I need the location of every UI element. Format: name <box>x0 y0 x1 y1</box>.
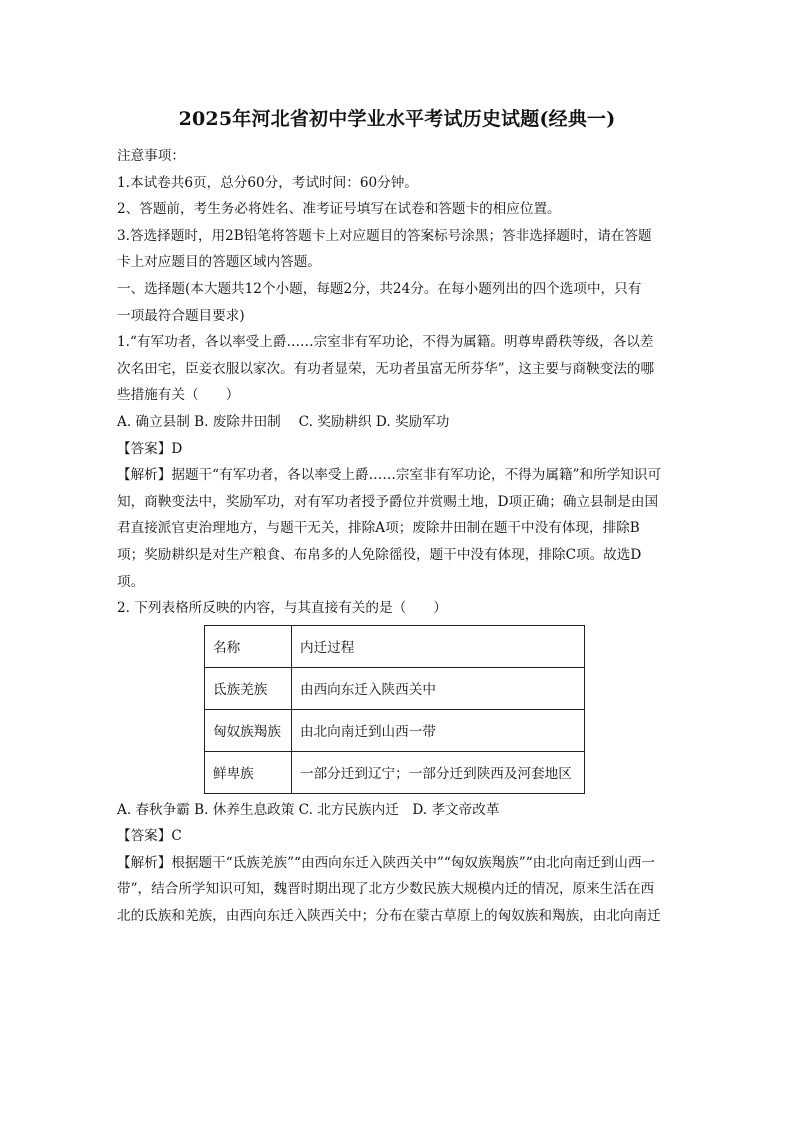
page-title: 2025年河北省初中学业水平考试历史试题(经典一) <box>178 108 616 130</box>
notice-item: 1.本试卷共6页，总分60分，考试时间：60分钟。 <box>117 174 418 191</box>
table-header-row <box>205 625 585 667</box>
table-row <box>205 709 585 751</box>
table-cell: 一部分迁到辽宁；一部分迁到陕西及河套地区 <box>292 751 585 793</box>
question-stem: 1.“有军功者，各以率受上爵……宗室非有军功论，不得为属籍。明尊卑爵秩等级，各以差 <box>117 334 654 351</box>
question-stem: 2. 下列表格所反映的内容，与其直接有关的是（ ） <box>117 600 447 617</box>
notice-heading: 注意事项： <box>117 148 185 164</box>
answer-label: 【答案】D <box>117 440 183 457</box>
answer-label: 【答案】C <box>117 828 182 845</box>
notice-item: 3.答选择题时，用2B铅笔将答题卡上对应题目的答案标号涂黑；答非选择题时，请在答题 <box>117 227 652 244</box>
table-header-cell: 内迁过程 <box>292 625 585 667</box>
analysis-text: 【解析】据题干“有军功者，各以率受上爵……宗室非有军功论，不得为属籍”和所学知识可 <box>117 467 662 484</box>
question-options: A. 春秋争霸 B. 休养生息政策 C. 北方民族内迁 D. 孝文帝改革 <box>117 801 500 818</box>
table-row <box>205 667 585 709</box>
analysis-text: 项；奖励耕织是对生产粮食、布帛多的人免除徭役，题干中没有体现，排除C项。故选D <box>117 546 642 563</box>
migration-table <box>204 625 585 794</box>
question-stem: 些措施有关（ ） <box>117 387 240 404</box>
question-options: A. 确立县制 B. 废除井田制 C. 奖励耕织 D. 奖励军功 <box>117 413 450 430</box>
table-row <box>205 751 585 793</box>
question-stem: 次名田宅，臣妾衣服以家次。有功者显荣，无功者虽富无所芬华”，这主要与商鞅变法的哪 <box>117 360 655 377</box>
table-cell: 鲜卑族 <box>205 751 292 793</box>
analysis-text: 带”，结合所学知识可知，魏晋时期出现了北方少数民族大规模内迁的情况，原来生活在西 <box>117 881 655 898</box>
notice-item: 2、答题前，考生务必将姓名、准考证号填写在试卷和答题卡的相应位置。 <box>117 201 561 218</box>
table-header-cell: 名称 <box>205 625 292 667</box>
analysis-text: 君直接派官吏治理地方，与题干无关，排除A项；废除井田制在题干中没有体现，排除B <box>117 520 640 537</box>
table-cell: 由西向东迁入陕西关中 <box>292 667 585 709</box>
table-cell: 匈奴族羯族 <box>205 709 292 751</box>
analysis-text: 【解析】根据题干“氐族羌族”“由西向东迁入陕西关中”“匈奴族羯族”“由北向南迁到山西一 <box>117 854 656 871</box>
table-cell: 由北向南迁到山西一带 <box>292 709 585 751</box>
section-heading: 一、选择题(本大题共12个小题，每题2分，共24分。在每小题列出的四个选项中，只有 <box>117 280 642 297</box>
table-cell: 氐族羌族 <box>205 667 292 709</box>
notice-item: 卡上对应题目的答题区域内答题。 <box>117 254 321 271</box>
section-heading: 一项最符合题目要求) <box>117 307 245 324</box>
exam-content <box>117 143 680 930</box>
analysis-text: 北的氐族和羌族，由西向东迁入陕西关中；分布在蒙古草原上的匈奴族和羯族，由北向南迁 <box>117 908 661 925</box>
analysis-text: 项。 <box>117 573 145 590</box>
analysis-text: 知，商鞅变法中，奖励军功，对有军功者授予爵位并赏赐土地，D项正确；确立县制是由国 <box>117 493 659 510</box>
